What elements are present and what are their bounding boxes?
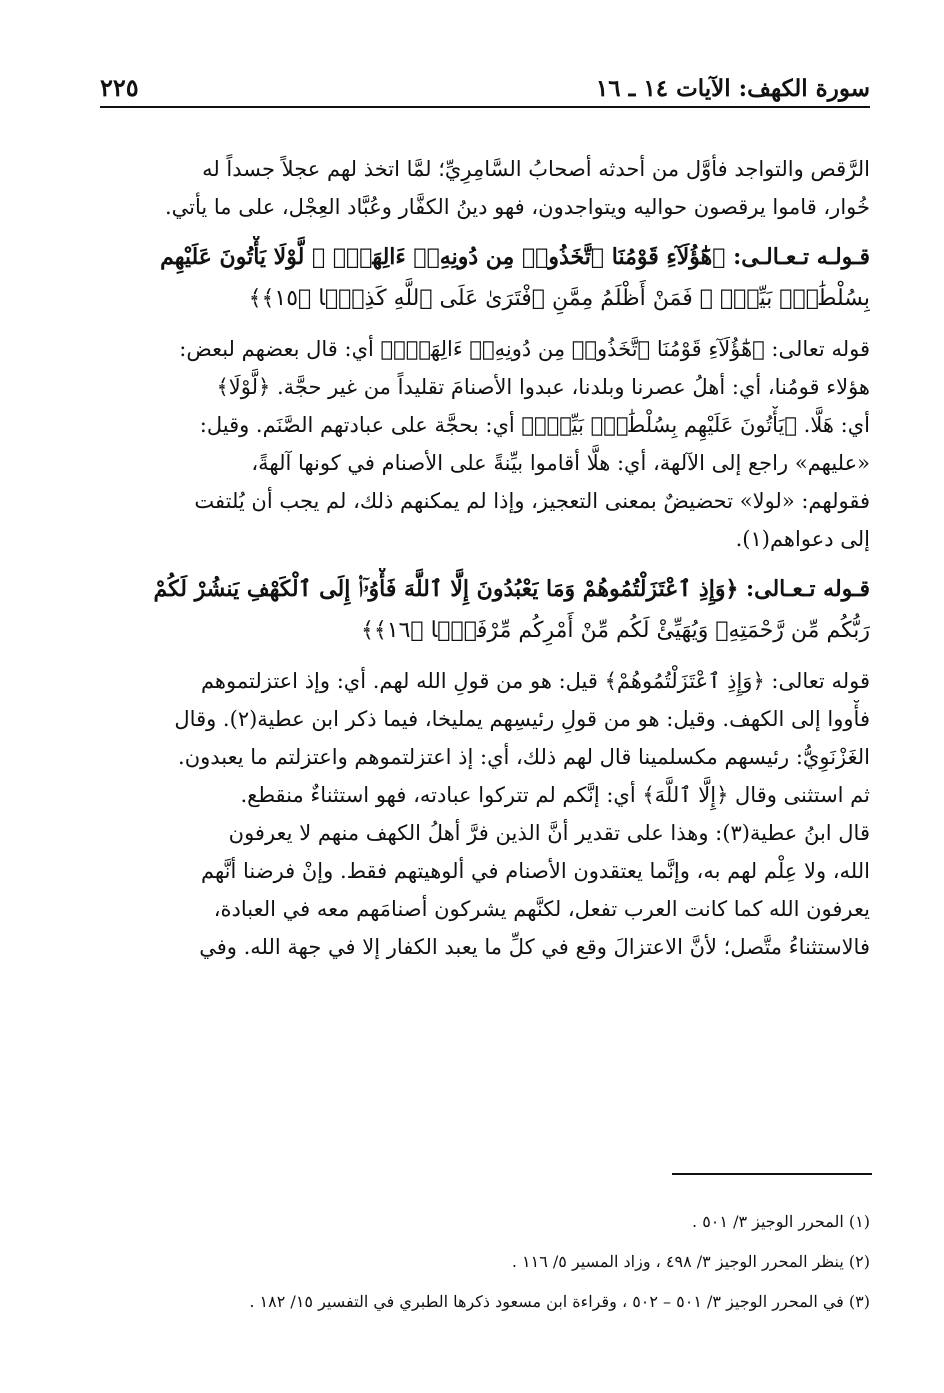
text-line: الرَّقص والتواجد فأوَّل من أحدثه أصحابُ السَّامِرِيِّ؛ لمَّا اتخذ لهم عجلاً جسداً له <box>202 157 870 181</box>
text-line: هؤلاء قومُنا، أي: أهلُ عصرنا وبلدنا، عبدوا الأصنامَ تقليداً من غير حجَّة. ﴿لَّوْلَا﴾ <box>216 375 870 399</box>
text-line: قوله تعالى: ﴿هَٰٓؤُلَآءِ قَوْمُنَا ٱتَّخَذُوا۟ مِن دُونِهِۦٓ ءَالِهَةًۭ﴾ أي: قال بعضهم لبعض: <box>179 337 870 361</box>
page-number: ٢٢٥ <box>100 73 139 102</box>
text-line: «عليهم» راجع إلى الآلهة، أي: هلَّا أقاموا بيِّنةً على الأصنام في كونها آلهةً، <box>251 451 870 475</box>
verse-block-16 <box>100 568 870 652</box>
commentary-paragraph <box>100 662 870 814</box>
text-line: ثم استثنى وقال ﴿إِلَّا ٱللَّهَ﴾ أي: إنَّكم لم تتركوا عبادته، فهو استثناءٌ منقطع. <box>240 783 870 807</box>
text-line: إلى دعواهم(١). <box>735 527 870 551</box>
verse-line: بِسُلْطَٰنٍۭ بَيِّنٍۢ ۖ فَمَنْ أَظْلَمُ مِمَّنِ ٱفْتَرَىٰ عَلَى ٱللَّهِ كَذِبًۭا ﴿١٥﴾﴾ <box>248 286 870 311</box>
verse-block-15 <box>100 236 870 320</box>
text-line: يعرفون الله كما كانت العرب تفعل، لكنَّهم يشركون أصنامَهم معه في العبادة، <box>213 897 870 921</box>
text-line: فأْووا إلى الكهف. وقيل: هو من قولِ رئيسِهم يمليخا، فيما ذكر ابن عطية(٢). وقال <box>174 707 870 731</box>
text-line: خُوار، قاموا يرقصون حواليه ويتواجدون، فهو دينُ الكفَّار وعُبَّاد العِجْل، على ما يأتي. <box>164 195 870 219</box>
text-line: قال ابنُ عطية(٣): وهذا على تقدير أنَّ الذين فرَّ أهلُ الكهف منهم لا يعرفون <box>228 821 870 845</box>
running-header <box>100 66 870 108</box>
verse-line: رَبُّكُم مِّن رَّحْمَتِهِۦ وَيُهَيِّئْ لَكُم مِّنْ أَمْرِكُم مِّرْفَقًۭا ﴿١٦﴾﴾ <box>360 618 870 643</box>
footnotes <box>100 1202 870 1322</box>
footnote: (٢) ينظر المحرر الوجيز ٣/ ٤٩٨ ، وزاد المسير ٥/ ١١٦ . <box>511 1252 870 1271</box>
commentary-paragraph <box>100 330 870 558</box>
text-line: قوله تعالى: ﴿وَإِذِ ٱعْتَزَلْتُمُوهُمْ﴾ قيل: هو من قولِ الله لهم. أي: وإذ اعتزلتموهم <box>200 669 870 693</box>
text-line: فقولهم: «لولا» تحضيضٌ بمعنى التعجيز، وإذا لم يمكنهم ذلك، لم يجب أن يُلتفت <box>194 489 870 513</box>
verse-line: قـولـه تـعـالـى: ﴿هَٰٓؤُلَآءِ قَوْمُنَا ٱتَّخَذُوا۟ مِن دُونِهِۦٓ ءَالِهَةًۭ ۖ لَّوْلَا يَأْتُونَ عَلَيْهِم <box>160 244 870 270</box>
text-line: فالاستثناءُ متَّصل؛ لأنَّ الاعتزالَ وقع في كلِّ ما يعبد الكفار إلا في جهة الله. وفي <box>199 935 870 959</box>
text-line: الله، ولا عِلْم لهم به، وإنَّما يعتقدون الأصنام في ألوهيتهم فقط. وإنْ فرضنا أنَّهم <box>201 859 870 883</box>
text-line: الغَزْنَوِيُّ: رئيسهم مكسلمينا قال لهم ذلك، أي: إذ اعتزلتموهم واعتزلتم ما يعبدون. <box>178 745 870 769</box>
running-header-title: سورة الكهف: الآيات ١٤ ـ ١٦ <box>595 75 870 102</box>
commentary-paragraph <box>100 814 870 966</box>
verse-line: قـوله تـعـالى: ﴿وَإِذِ ٱعْتَزَلْتُمُوهُمْ وَمَا يَعْبُدُونَ إِلَّا ٱللَّهَ فَأْوُۥٓا۟ إِلَى ٱلْكَهْفِ يَنشُرْ لَكُمْ <box>153 576 870 602</box>
footnote: (١) المحرر الوجيز ٣/ ٥٠١ . <box>692 1212 870 1231</box>
intro-paragraph <box>100 150 870 226</box>
page-body <box>100 150 870 966</box>
text-line: أي: هَلَّا. ﴿يَأْتُونَ عَلَيْهِم بِسُلْطَٰنٍۭ بَيِّنٍۢ﴾ أي: بحجَّة على عبادتهم الصَّنَم. وقيل: <box>199 413 870 437</box>
footnote: (٣) في المحرر الوجيز ٣/ ٥٠١ – ٥٠٢ ، وقراءة ابن مسعود ذكرها الطبري في التفسير ١٥/ ١٨٢ . <box>249 1292 870 1311</box>
footnote-separator <box>672 1173 872 1175</box>
